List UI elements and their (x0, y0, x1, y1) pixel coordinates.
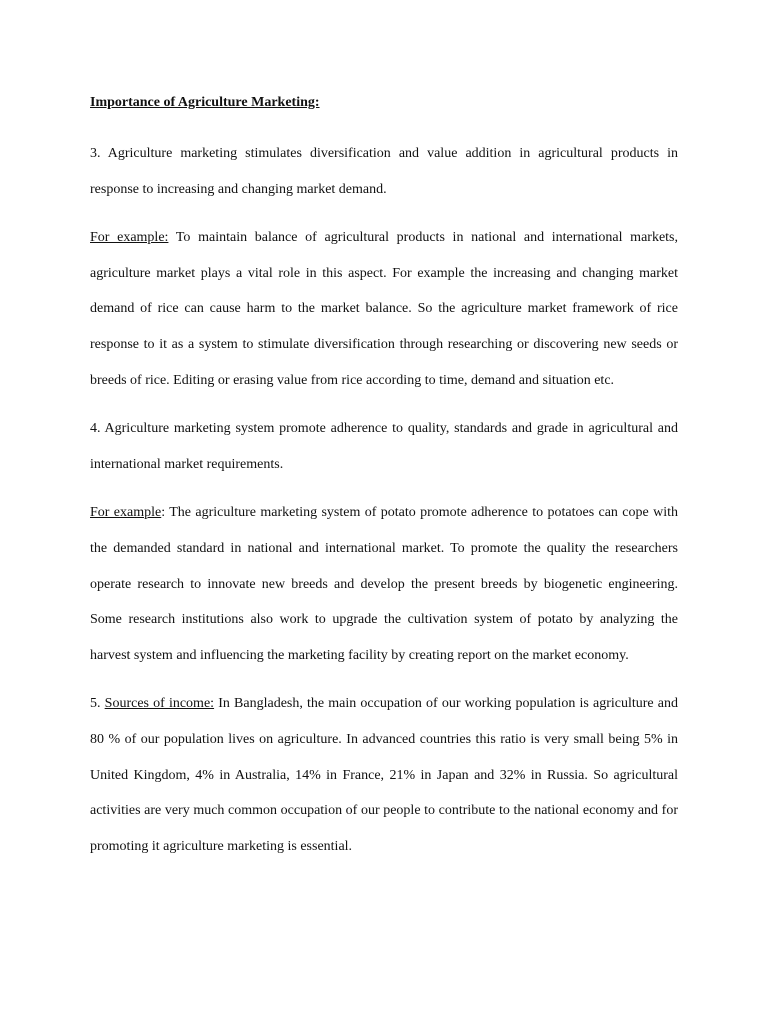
paragraph-rice-example-text: To maintain balance of agricultural products in national and international markets, agriculture market plays a vital role in this aspect. For example the increasing and changing market demand of rice can cause harm to the market balance. So the agriculture market framework of rice response to it as a system to stimulate diversification through researching or discovering new seeds or breeds of rice. Editing or erasing value from rice according to time, demand and situation etc. (90, 230, 678, 388)
paragraph-rice-example (90, 220, 678, 398)
document-page (90, 92, 678, 877)
paragraph-potato-example (90, 495, 678, 673)
paragraph-potato-example-text: : The agriculture marketing system of potato promote adherence to potatoes can cope with the demanded standard in national and international market. To promote the quality the researchers operate research to innovate new breeds and develop the present breeds by biogenetic engineering. Some research institutions also work to upgrade the cultivation system of potato by analyzing the harvest system and influencing the marketing facility by creating report on the market economy. (90, 505, 678, 663)
example-label-rice: For example: (90, 230, 169, 246)
paragraph-point-5 (90, 686, 678, 864)
paragraph-point-5-text: In Bangladesh, the main occupation of our working population is agriculture and 80 % of our population lives on agriculture. In advanced countries this ratio is very small being 5% in United Kingdom, 4% in Australia, 14% in France, 21% in Japan and 32% in Russia. So agricultural activities are very much common occupation of our people to contribute to the national economy and for promoting it agriculture marketing is essential. (90, 696, 678, 854)
paragraph-point-4-text: 4. Agriculture marketing system promote adherence to quality, standards and grade in agricultural and international market requirements. (90, 421, 678, 472)
paragraph-point-3 (90, 136, 678, 207)
document-heading: Importance of Agriculture Marketing: (90, 95, 320, 110)
example-label-potato: For example (90, 505, 162, 521)
paragraph-point-3-text: 3. Agriculture marketing stimulates diversification and value addition in agricultural products in response to increasing and changing market demand. (90, 146, 678, 197)
paragraph-point-5-number: 5. (90, 696, 105, 712)
sources-of-income-label: Sources of income: (104, 696, 215, 712)
paragraph-point-4 (90, 411, 678, 482)
